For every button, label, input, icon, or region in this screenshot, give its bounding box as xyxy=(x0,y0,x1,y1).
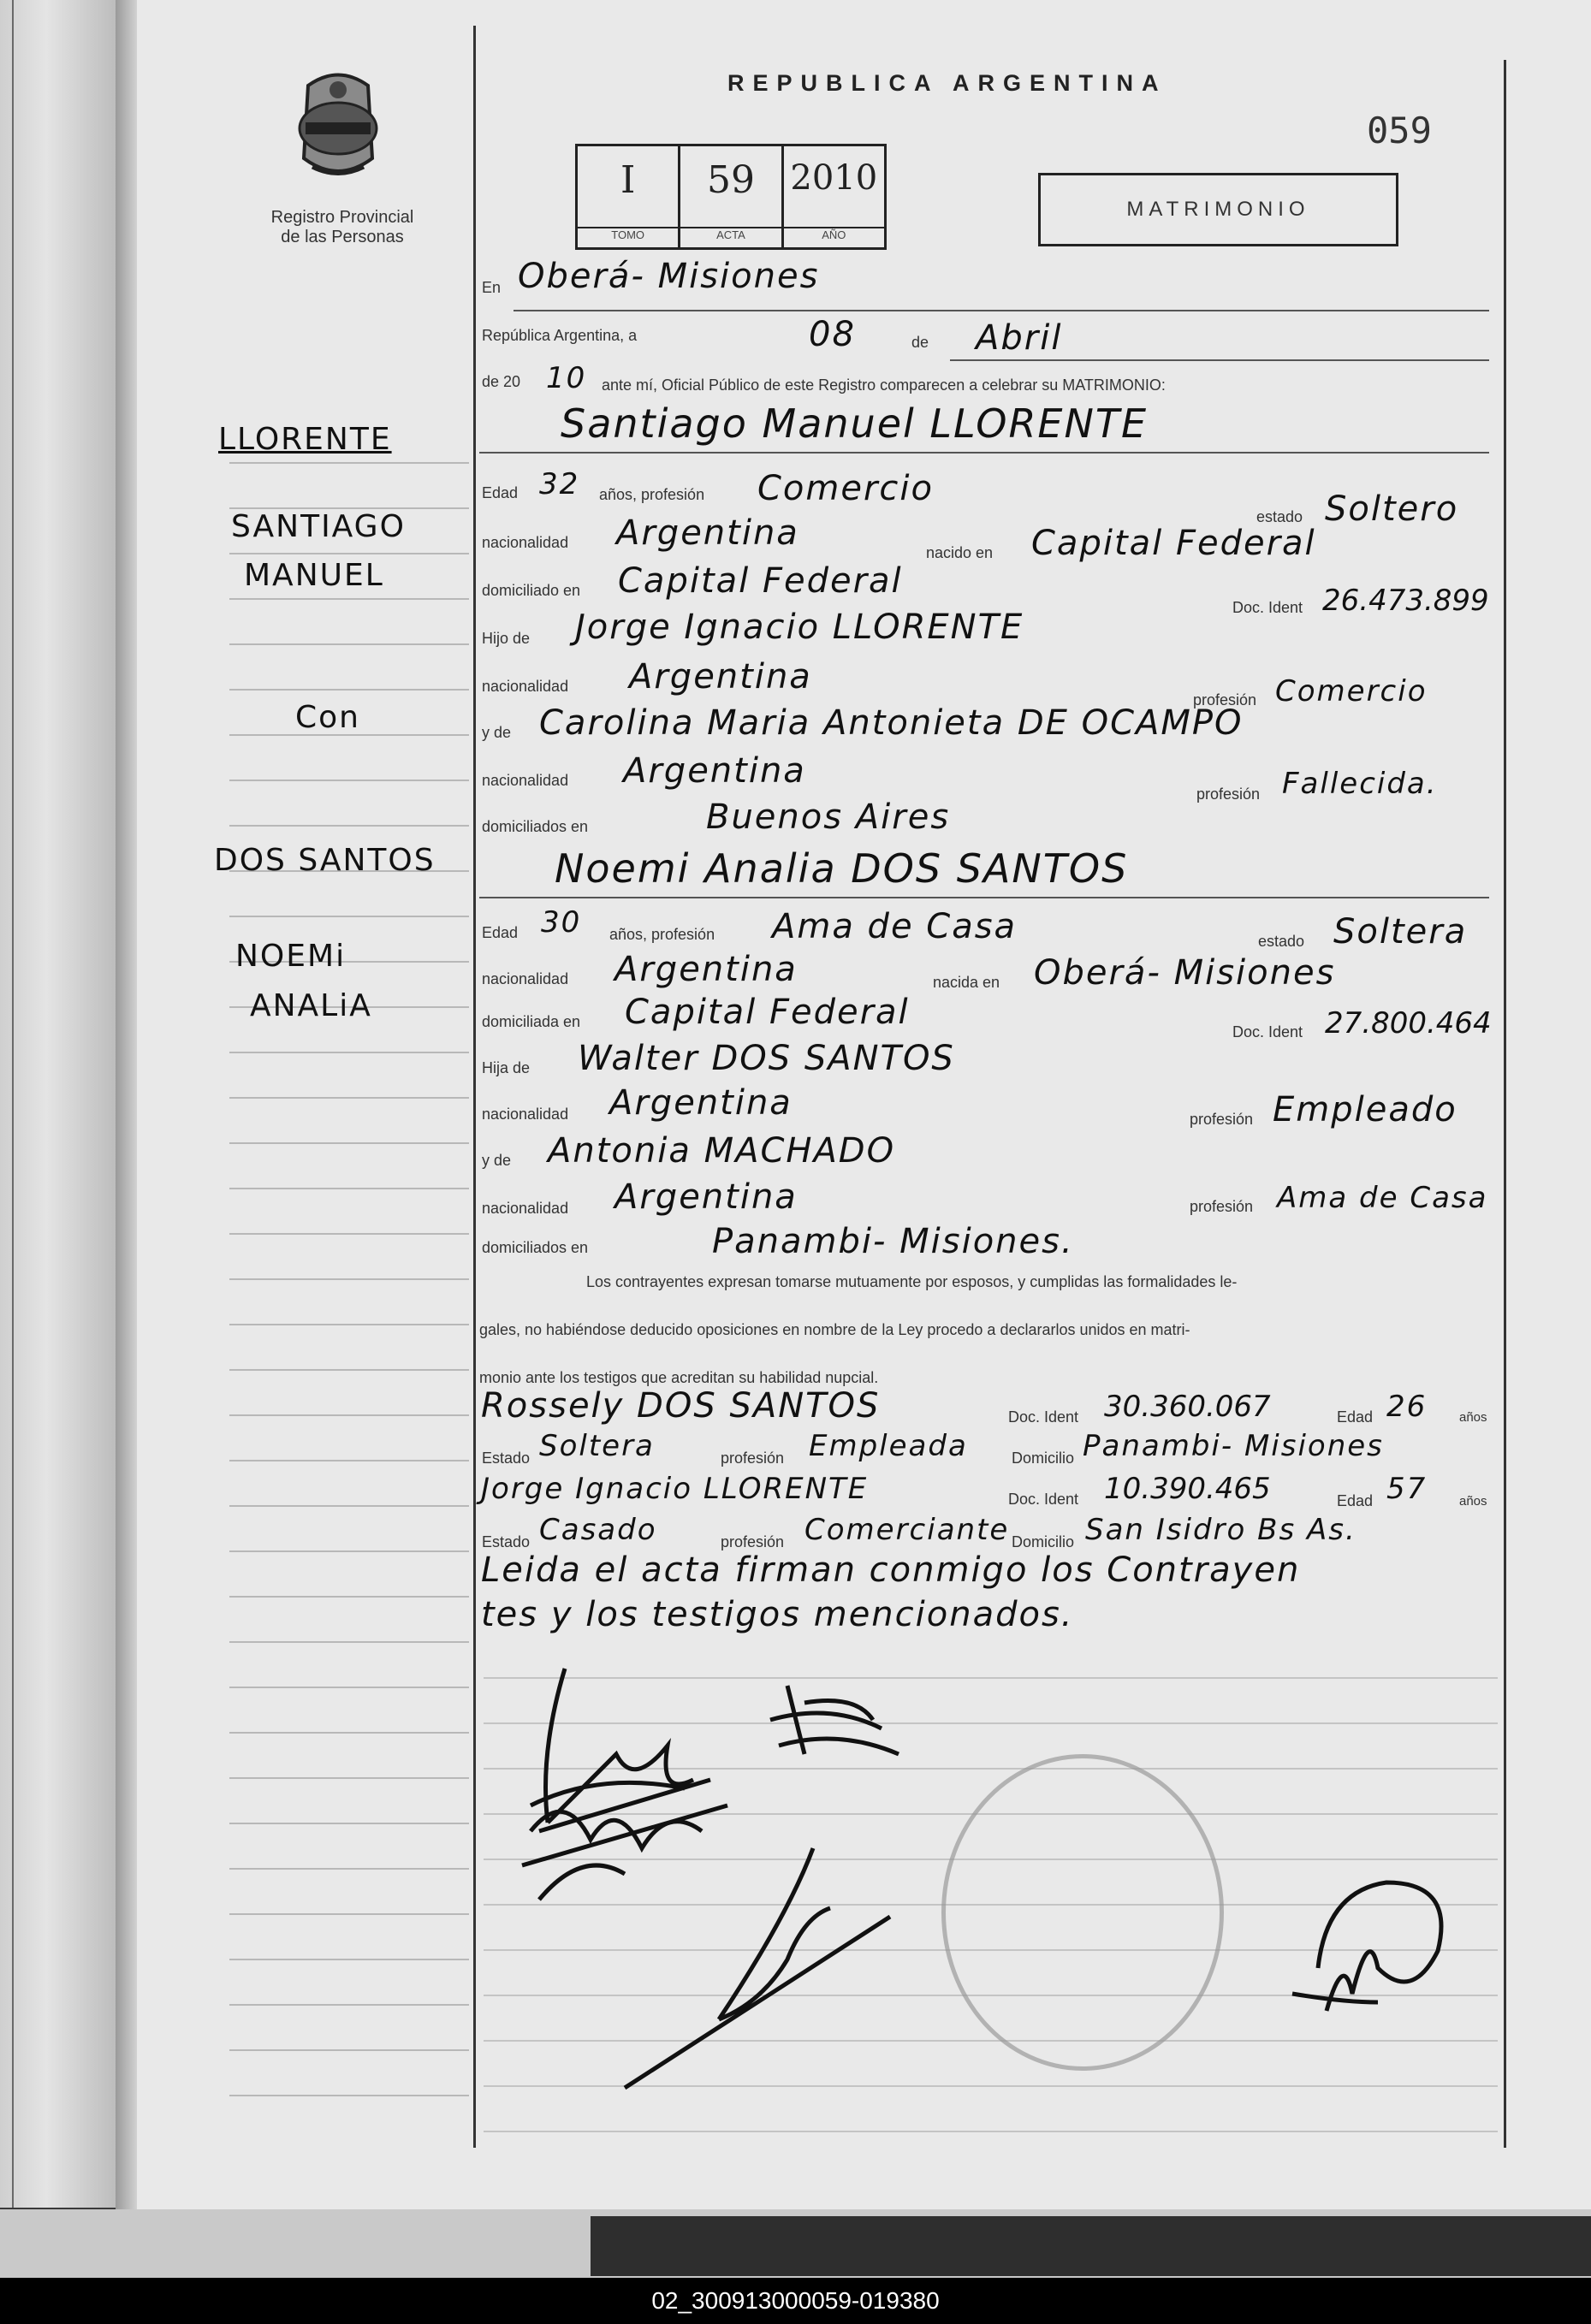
groom-doc-value: 26.473.899 xyxy=(1322,584,1489,618)
groom-status-value: Soltero xyxy=(1325,489,1459,529)
bride-anos-profesion-label: años, profesión xyxy=(609,926,715,943)
record-reference-box xyxy=(575,144,887,250)
margin-rule-line xyxy=(229,1823,469,1824)
groom-father-value: Jorge Ignacio LLORENTE xyxy=(575,608,1024,647)
acta-label: ACTA xyxy=(680,227,781,247)
left-page-rule xyxy=(12,0,14,2208)
margin-rule-line xyxy=(229,2095,469,2096)
witness2-prof-value: Comerciante xyxy=(804,1513,1010,1547)
groom-mother-nat-value: Argentina xyxy=(623,751,806,791)
bride-father-nat-label: nacionalidad xyxy=(482,1106,569,1123)
groom-mother-prof-value: Fallecida. xyxy=(1282,767,1438,801)
witness2-prof-label: profesión xyxy=(721,1533,785,1550)
margin-rule-line xyxy=(229,1550,469,1552)
bride-parents-dom-value: Panambi- Misiones. xyxy=(712,1222,1074,1261)
margin-rule-line xyxy=(229,1777,469,1779)
groom-mother-value: Carolina Maria Antonieta DE OCAMPO xyxy=(539,703,1244,743)
margin-rule-line xyxy=(229,1142,469,1144)
groom-father-nat-label: nacionalidad xyxy=(482,678,569,695)
month-rule xyxy=(950,359,1489,361)
bride-birthplace-label: nacida en xyxy=(933,974,1000,991)
witness2-age-label: Edad xyxy=(1337,1492,1374,1509)
left-page xyxy=(0,0,116,2208)
groom-name-rule xyxy=(479,452,1489,454)
bride-nationality-label: nacionalidad xyxy=(482,970,569,987)
bride-full-name: Noemi Analia DOS SANTOS xyxy=(555,845,1129,892)
bride-mother-prof-value: Ama de Casa xyxy=(1277,1181,1488,1215)
margin-rule-line xyxy=(229,598,469,600)
groom-father-label: Hijo de xyxy=(482,630,531,647)
groom-father-nat-value: Argentina xyxy=(629,657,812,697)
groom-parents-dom-label: domiciliados en xyxy=(482,818,589,835)
bride-domicile-label: domiciliada en xyxy=(482,1013,581,1030)
tomo-cell xyxy=(578,146,680,247)
margin-rule-line xyxy=(229,1052,469,1053)
bride-estado-label: estado xyxy=(1258,933,1305,950)
margin-rule-line xyxy=(229,1868,469,1870)
en-label: En xyxy=(482,279,502,296)
anio-cell xyxy=(784,146,884,247)
margin-groom-name-1: SANTIAGO xyxy=(231,509,406,544)
margin-rule-line xyxy=(229,1596,469,1598)
witness1-prof-value: Empleada xyxy=(809,1429,968,1463)
bride-parents-dom-label: domiciliados en xyxy=(482,1239,589,1256)
right-border xyxy=(1504,60,1506,2148)
margin-rule-line xyxy=(229,1188,469,1189)
witness2-status-label: Estado xyxy=(482,1533,531,1550)
witness2-dom-value: San Isidro Bs As. xyxy=(1085,1513,1357,1547)
margin-rule-line xyxy=(229,689,469,691)
groom-profession-value: Comercio xyxy=(757,469,934,508)
margin-groom-surname: LLORENTE xyxy=(218,422,392,457)
paragraph-line-3: monio ante los testigos que acreditan su habilidad nupcial. xyxy=(479,1369,879,1386)
witness1-age-value: 26 xyxy=(1386,1390,1428,1424)
margin-rule-line xyxy=(229,1460,469,1461)
signature-witness-1 xyxy=(753,1669,907,1793)
margin-rule-line xyxy=(229,1732,469,1734)
margin-bride-name-1: NOEMi xyxy=(235,939,347,974)
margin-rule-line xyxy=(229,916,469,917)
acta-cell xyxy=(680,146,783,247)
bride-doc-label: Doc. Ident xyxy=(1232,1023,1303,1040)
witness2-dom-label: Domicilio xyxy=(1012,1533,1075,1550)
witness1-doc-label: Doc. Ident xyxy=(1008,1408,1079,1426)
margin-rule-line xyxy=(229,1097,469,1099)
groom-nationality-label: nacionalidad xyxy=(482,534,569,551)
margin-bride-name-2: ANALiA xyxy=(250,988,372,1023)
bride-profession-value: Ama de Casa xyxy=(772,907,1018,946)
bride-father-label: Hija de xyxy=(482,1059,531,1076)
folio-number: 059 xyxy=(1367,110,1432,151)
groom-mother-label: y de xyxy=(482,724,512,741)
margin-rule-line xyxy=(229,1324,469,1325)
margin-rule-line xyxy=(229,553,469,554)
margin-divider xyxy=(473,26,476,2148)
margin-rule-line xyxy=(229,1414,469,1416)
margin-connector: Con xyxy=(295,700,360,735)
witness1-status-label: Estado xyxy=(482,1450,531,1467)
witness2-name: Jorge Ignacio LLORENTE xyxy=(481,1472,869,1506)
groom-father-prof-value: Comercio xyxy=(1275,674,1428,708)
witness2-doc-value: 10.390.465 xyxy=(1104,1472,1271,1506)
witness1-anos-label: años xyxy=(1459,1410,1487,1425)
groom-mother-nat-label: nacionalidad xyxy=(482,772,569,789)
bride-mother-nat-label: nacionalidad xyxy=(482,1200,569,1217)
margin-bride-surname: DOS SANTOS xyxy=(214,843,436,878)
bride-domicile-value: Capital Federal xyxy=(625,993,910,1032)
witness1-status-value: Soltera xyxy=(539,1429,655,1463)
margin-rule-line xyxy=(229,1641,469,1643)
witness1-doc-value: 30.360.067 xyxy=(1104,1390,1271,1424)
bride-mother-prof-label: profesión xyxy=(1190,1198,1254,1215)
witness1-dom-value: Panambi- Misiones xyxy=(1083,1429,1384,1463)
place-value: Oberá- Misiones xyxy=(518,257,820,296)
de-label: de xyxy=(911,334,929,351)
witness2-doc-label: Doc. Ident xyxy=(1008,1491,1079,1508)
closing-line-2: tes y los testigos mencionados. xyxy=(481,1595,1074,1634)
witness1-name: Rossely DOS SANTOS xyxy=(481,1386,881,1426)
groom-domicile-label: domiciliado en xyxy=(482,582,581,599)
groom-birthplace-value: Capital Federal xyxy=(1031,524,1316,563)
witness1-prof-label: profesión xyxy=(721,1450,785,1467)
margin-rule-line xyxy=(229,2004,469,2006)
groom-domicile-value: Capital Federal xyxy=(618,561,903,601)
margin-rule-line xyxy=(229,825,469,827)
margin-rule-line xyxy=(229,1687,469,1688)
groom-age-label: Edad xyxy=(482,484,519,501)
page-edge xyxy=(116,0,140,2209)
groom-estado-label: estado xyxy=(1256,508,1303,525)
bride-father-value: Walter DOS SANTOS xyxy=(578,1039,955,1078)
groom-full-name: Santiago Manuel LLORENTE xyxy=(561,400,1149,447)
bride-age-label: Edad xyxy=(482,924,519,941)
margin-rule-line xyxy=(229,2049,469,2051)
closing-line-1: Leida el acta firman conmigo los Contrayen xyxy=(481,1550,1301,1590)
groom-mother-prof-label: profesión xyxy=(1196,786,1261,803)
margin-groom-name-2: MANUEL xyxy=(244,558,384,593)
bride-name-rule xyxy=(479,897,1489,898)
bride-doc-value: 27.800.464 xyxy=(1325,1006,1492,1040)
official-stamp xyxy=(941,1754,1224,2071)
margin-rule-line xyxy=(229,462,469,464)
registry-name-line2: de las Personas xyxy=(281,228,404,246)
republica-label: República Argentina, a xyxy=(482,327,638,344)
bride-birthplace-value: Oberá- Misiones xyxy=(1034,953,1336,993)
margin-rule-line xyxy=(229,643,469,645)
tomo-label: TOMO xyxy=(578,227,678,247)
body-rule-line xyxy=(484,2131,1498,2132)
margin-rule-line xyxy=(229,780,469,781)
groom-birthplace-label: nacido en xyxy=(926,544,994,561)
witness2-age-value: 57 xyxy=(1386,1472,1428,1506)
signature-official xyxy=(1292,1865,1472,2041)
groom-doc-label: Doc. Ident xyxy=(1232,599,1303,616)
groom-age-value: 32 xyxy=(539,467,580,501)
bride-mother-nat-value: Argentina xyxy=(614,1177,798,1217)
witness2-status-value: Casado xyxy=(539,1513,657,1547)
scanner-bed xyxy=(591,2216,1591,2276)
bride-mother-value: Antonia MACHADO xyxy=(548,1131,896,1171)
registry-name xyxy=(244,208,441,247)
margin-rule-line xyxy=(229,1369,469,1371)
bride-father-prof-value: Empleado xyxy=(1273,1090,1457,1129)
tomo-value: I xyxy=(620,158,636,202)
margin-rule-line xyxy=(229,1913,469,1915)
witness1-dom-label: Domicilio xyxy=(1012,1450,1075,1467)
paragraph-line-1: Los contrayentes expresan tomarse mutuamente por esposos, y cumplidas las formalidades le- xyxy=(586,1273,1238,1290)
de-20-label: de 20 xyxy=(482,373,521,390)
registry-name-line1: Registro Provincial xyxy=(270,208,414,227)
day-value: 08 xyxy=(809,315,856,354)
margin-rule-line xyxy=(229,1233,469,1235)
signature-witness-2 xyxy=(616,1831,907,2109)
groom-parents-dom-value: Buenos Aires xyxy=(706,797,951,837)
margin-rule-line xyxy=(229,1278,469,1280)
groom-father-prof-label: profesión xyxy=(1193,691,1257,708)
witness1-age-label: Edad xyxy=(1337,1408,1374,1426)
ante-mi-label: ante mí, Oficial Público de este Registro comparecen a celebrar su MATRIMONIO: xyxy=(602,376,1166,394)
act-type-box: MATRIMONIO xyxy=(1038,173,1398,246)
anio-label: AÑO xyxy=(784,227,884,247)
bride-status-value: Soltera xyxy=(1333,912,1468,952)
groom-nationality-value: Argentina xyxy=(616,513,799,553)
month-value: Abril xyxy=(976,318,1063,358)
margin-rule-line xyxy=(229,1505,469,1507)
place-rule xyxy=(514,310,1489,311)
bride-father-nat-value: Argentina xyxy=(609,1083,793,1123)
bride-age-value: 30 xyxy=(541,905,582,940)
bride-mother-label: y de xyxy=(482,1152,512,1169)
paragraph-line-2: gales, no habiéndose deducido oposiciones en nombre de la Ley procedo a declararlos unidos en matri- xyxy=(479,1321,1190,1338)
country-title: REPUBLICA ARGENTINA xyxy=(727,70,1167,96)
acta-value: 59 xyxy=(706,158,755,202)
groom-anos-profesion-label: años, profesión xyxy=(599,486,705,503)
margin-rule-line xyxy=(229,1959,469,1960)
bride-nationality-value: Argentina xyxy=(614,950,798,989)
witness2-anos-label: años xyxy=(1459,1494,1487,1509)
bride-father-prof-label: profesión xyxy=(1190,1111,1254,1128)
registry-seal-logo xyxy=(278,64,398,193)
year-suffix-value: 10 xyxy=(546,361,587,395)
image-caption: 02_300913000059-019380 xyxy=(0,2278,1591,2324)
anio-value: 2010 xyxy=(790,158,878,198)
